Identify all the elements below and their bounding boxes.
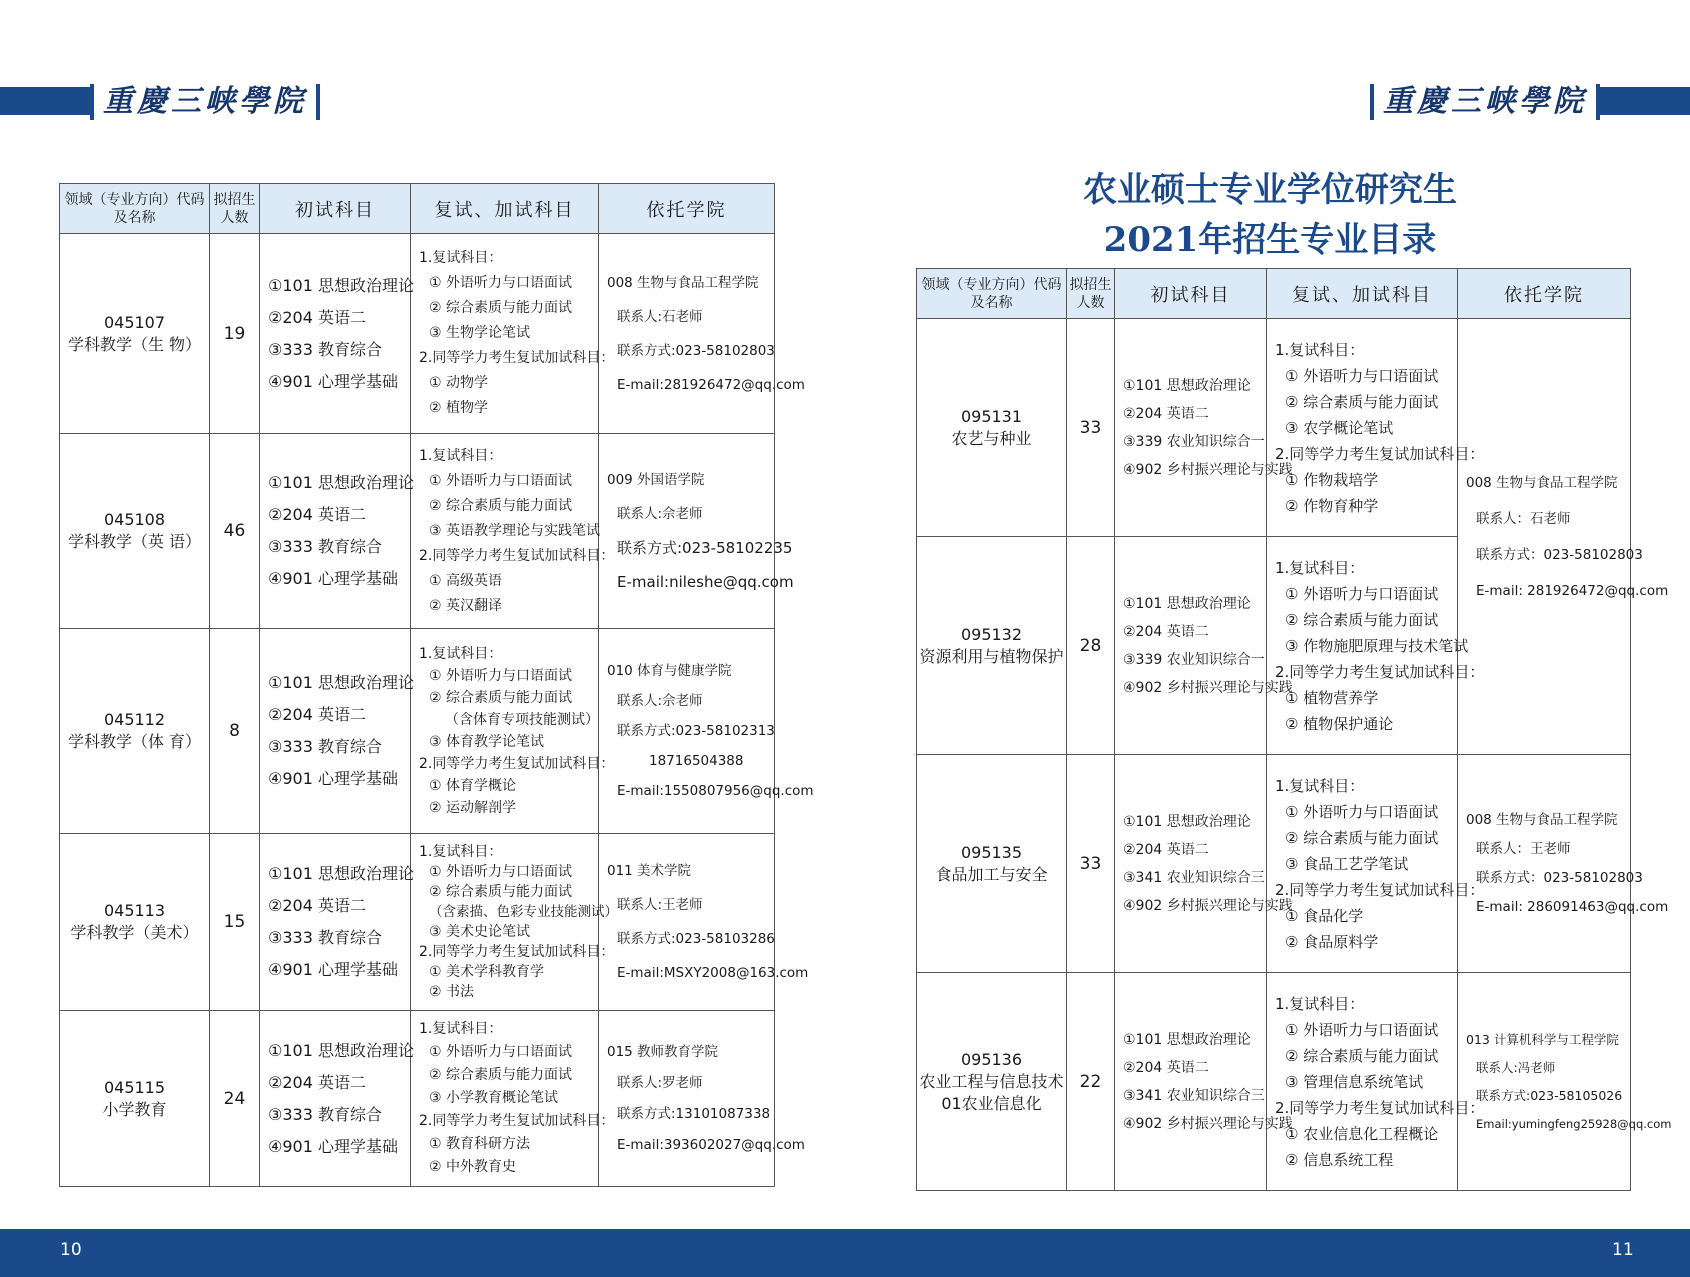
college-info: 008 生物与食品工程学院 联系人：石老师 联系方式：023-58102803 E-mail: 281926472@qq.com <box>1458 319 1631 755</box>
initial-subjects: ①101 思想政治理论 ②204 英语二 ③341 农业知识综合三 ④902 乡村振兴理论与实践 <box>1115 973 1267 1191</box>
retest-subjects: 1.复试科目： ① 外语听力与口语面试 ② 综合素质与能力面试 ③ 作物施肥原理与技术笔试 2.同等学力考生复试加试科目： ① 植物营养学 ② 植物保护通论 <box>1267 537 1458 755</box>
header-quota: 拟招生 人数 <box>210 184 260 234</box>
header-quota: 拟招生 人数 <box>1067 269 1115 319</box>
field-code: 095132 资源利用与植物保护 <box>917 537 1067 755</box>
field-code: 045108 学科教学（英 语） <box>60 434 210 629</box>
page-number-right: 11 <box>1612 1240 1634 1260</box>
retest-subjects: 1.复试科目： ① 外语听力与口语面试 ② 综合素质与能力面试 ③ 食品工艺学笔试 2.同等学力考生复试加试科目： ① 食品化学 ② 食品原料学 <box>1267 755 1458 973</box>
retest-subjects: 1.复试科目： ① 外语听力与口语面试 ② 综合素质与能力面试 ③ 农学概论笔试 2.同等学力考生复试加试科目： ① 作物栽培学 ② 作物育种学 <box>1267 319 1458 537</box>
retest-subjects: 1.复试科目： ① 外语听力与口语面试 ② 综合素质与能力面试 （含素描、色彩专业技能测试） ③ 美术史论笔试 2.同等学力考生复试加试科目： ① 美术学科教育学 ② 书法 <box>411 834 599 1011</box>
retest-subjects: 1.复试科目： ① 外语听力与口语面试 ② 综合素质与能力面试 ③ 管理信息系统笔试 2.同等学力考生复试加试科目： ① 农业信息化工程概论 ② 信息系统工程 <box>1267 973 1458 1191</box>
table-row <box>60 834 775 1011</box>
footer-bar <box>0 1229 1690 1277</box>
initial-subjects: ①101 思想政治理论 ②204 英语二 ③333 教育综合 ④901 心理学基础 <box>260 434 411 629</box>
quota: 15 <box>210 834 260 1011</box>
header-retest: 复试、加试科目 <box>411 184 599 234</box>
initial-subjects: ①101 思想政治理论 ②204 英语二 ③339 农业知识综合一 ④902 乡村振兴理论与实践 <box>1115 319 1267 537</box>
header-field: 领域（专业方向）代码及名称 <box>917 269 1067 319</box>
initial-subjects: ①101 思想政治理论 ②204 英语二 ③333 教育综合 ④901 心理学基础 <box>260 234 411 434</box>
initial-subjects: ①101 思想政治理论 ②204 英语二 ③341 农业知识综合三 ④902 乡村振兴理论与实践 <box>1115 755 1267 973</box>
page-number-left: 10 <box>60 1240 82 1260</box>
field-code: 045113 学科教学（美术） <box>60 834 210 1011</box>
initial-subjects: ①101 思想政治理论 ②204 英语二 ③333 教育综合 ④901 心理学基础 <box>260 834 411 1011</box>
field-code: 045115 小学教育 <box>60 1011 210 1187</box>
quota: 19 <box>210 234 260 434</box>
header-college: 依托学院 <box>1458 269 1631 319</box>
college-info: 009 外国语学院 联系人:佘老师 联系方式:023-58102235 E-mail:nileshe@qq.com <box>599 434 775 629</box>
quota: 33 <box>1067 755 1115 973</box>
header-field: 领域（专业方向）代码及名称 <box>60 184 210 234</box>
quota: 8 <box>210 629 260 834</box>
catalog-table-right <box>916 268 1672 1191</box>
field-code: 045107 学科教学（生 物） <box>60 234 210 434</box>
retest-subjects: 1.复试科目： ① 外语听力与口语面试 ② 综合素质与能力面试 （含体育专项技能测试） ③ 体育教学论笔试 2.同等学力考生复试加试科目： ① 体育学概论 ② 运动解剖学 <box>411 629 599 834</box>
college-info: 008 生物与食品工程学院 联系人:石老师 联系方式:023-58102803 E-mail:281926472@qq.com <box>599 234 775 434</box>
college-info: 015 教师教育学院 联系人:罗老师 联系方式:13101087338 E-mail:393602027@qq.com <box>599 1011 775 1187</box>
page-title-line2: 2021年招生专业目录 <box>1103 220 1437 260</box>
table-row <box>917 973 1631 1191</box>
retest-subjects: 1.复试科目： ① 外语听力与口语面试 ② 综合素质与能力面试 ③ 小学教育概论笔试 2.同等学力考生复试加试科目： ① 教育科研方法 ② 中外教育史 <box>411 1011 599 1187</box>
field-code: 095136 农业工程与信息技术 01农业信息化 <box>917 973 1067 1191</box>
school-logo-left: 重慶三峡學院 <box>90 84 320 120</box>
table-row <box>60 234 775 434</box>
retest-subjects: 1.复试科目： ① 外语听力与口语面试 ② 综合素质与能力面试 ③ 生物学论笔试 2.同等学力考生复试加试科目： ① 动物学 ② 植物学 <box>411 234 599 434</box>
table-row <box>917 319 1631 537</box>
table-row <box>60 1011 775 1187</box>
field-code: 095135 食品加工与安全 <box>917 755 1067 973</box>
college-info: 010 体育与健康学院 联系人:佘老师 联系方式:023-58102313 18716504388 E-mail:1550807956@qq.com <box>599 629 775 834</box>
page-title-line1: 农业硕士专业学位研究生 <box>1083 170 1457 210</box>
quota: 22 <box>1067 973 1115 1191</box>
initial-subjects: ①101 思想政治理论 ②204 英语二 ③333 教育综合 ④901 心理学基础 <box>260 629 411 834</box>
header-initial: 初试科目 <box>1115 269 1267 319</box>
table-row <box>60 629 775 834</box>
quota: 24 <box>210 1011 260 1187</box>
school-logo-right: 重慶三峡學院 <box>1370 84 1600 120</box>
field-code: 095131 农艺与种业 <box>917 319 1067 537</box>
header-initial: 初试科目 <box>260 184 411 234</box>
college-info: 013 计算机科学与工程学院 联系人:冯老师 联系方式:023-58105026 Email:yumingfeng25928@qq.com <box>1458 973 1631 1191</box>
quota: 33 <box>1067 319 1115 537</box>
college-info: 011 美术学院 联系人:王老师 联系方式:023-58103286 E-mail:MSXY2008@163.com <box>599 834 775 1011</box>
quota: 46 <box>210 434 260 629</box>
header-retest: 复试、加试科目 <box>1267 269 1458 319</box>
field-code: 045112 学科教学（体 育） <box>60 629 210 834</box>
header-college: 依托学院 <box>599 184 775 234</box>
quota: 28 <box>1067 537 1115 755</box>
retest-subjects: 1.复试科目： ① 外语听力与口语面试 ② 综合素质与能力面试 ③ 英语教学理论与实践笔试 2.同等学力考生复试加试科目： ① 高级英语 ② 英汉翻译 <box>411 434 599 629</box>
table-row <box>60 434 775 629</box>
catalog-table-left <box>59 183 814 1187</box>
college-info: 008 生物与食品工程学院 联系人：王老师 联系方式：023-58102803 E-mail: 286091463@qq.com <box>1458 755 1631 973</box>
table-row <box>917 755 1631 973</box>
initial-subjects: ①101 思想政治理论 ②204 英语二 ③339 农业知识综合一 ④902 乡村振兴理论与实践 <box>1115 537 1267 755</box>
initial-subjects: ①101 思想政治理论 ②204 英语二 ③333 教育综合 ④901 心理学基础 <box>260 1011 411 1187</box>
